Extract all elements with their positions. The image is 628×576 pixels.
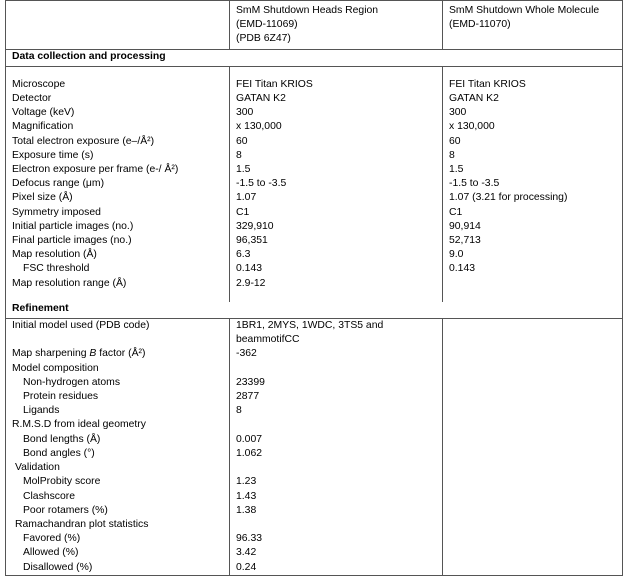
row-label: Protein residues	[6, 390, 230, 404]
initial-model-line1: 1BR1, 2MYS, 1WDC, 3TS5 and	[236, 320, 384, 332]
row-value-heads: x 130,000	[230, 120, 443, 134]
row-label: Allowed (%)	[6, 546, 230, 560]
row-value-heads: -362	[230, 347, 443, 361]
header-heads-region	[230, 1, 443, 50]
row-value-whole	[443, 347, 623, 361]
row-value-whole: 90,914	[443, 220, 623, 234]
row-value-whole: 9.0	[443, 248, 623, 262]
header-whole-title: SmM Shutdown Whole Molecule	[449, 5, 600, 16]
row-label: Disallowed (%)	[6, 561, 230, 576]
row-label: Exposure time (s)	[6, 149, 230, 163]
row-label: Electron exposure per frame (e-/ Å²)	[6, 163, 230, 177]
row-label: Detector	[6, 92, 230, 106]
table-row	[6, 277, 623, 291]
row-value-whole: 52,713	[443, 234, 623, 248]
row-label: Symmetry imposed	[6, 206, 230, 220]
row-label: Bond angles (°)	[6, 447, 230, 461]
row-label: Defocus range (μm)	[6, 177, 230, 191]
row-value-heads: 1.07	[230, 191, 443, 205]
row-label	[6, 347, 230, 361]
row-label: Final particle images (no.)	[6, 234, 230, 248]
table-row	[6, 149, 623, 163]
row-label: Ligands	[6, 404, 230, 418]
table-row	[6, 319, 623, 348]
row-label: Ramachandran plot statistics	[6, 518, 230, 532]
table-row	[6, 504, 623, 518]
row-value-heads: 300	[230, 106, 443, 120]
table-row	[6, 220, 623, 234]
row-value-heads: 2877	[230, 390, 443, 404]
row-label: Map resolution (Å)	[6, 248, 230, 262]
header-whole-molecule	[443, 1, 623, 50]
initial-model-line2: beammotifCC	[236, 334, 300, 346]
table-row	[6, 191, 623, 205]
row-label: Clashscore	[6, 490, 230, 504]
row-label: Total electron exposure (e–/Å²)	[6, 135, 230, 149]
row-value-heads: 8	[230, 404, 443, 418]
table-row	[6, 347, 623, 361]
table-row	[6, 376, 623, 390]
table-row	[6, 177, 623, 191]
row-value-heads: 1.5	[230, 163, 443, 177]
table-row	[6, 163, 623, 177]
table-row	[6, 461, 623, 475]
row-label: MolProbity score	[6, 475, 230, 489]
header-whole-emd: (EMD-11070)	[449, 19, 511, 31]
row-label: Voltage (keV)	[6, 106, 230, 120]
row-value-whole: x 130,000	[443, 120, 623, 134]
row-value-heads: 0.143	[230, 262, 443, 276]
row-label: R.M.S.D from ideal geometry	[6, 418, 230, 432]
table-row	[6, 475, 623, 489]
section-header-data-collection	[6, 49, 623, 66]
table-header-row	[6, 1, 623, 50]
row-label: FSC threshold	[6, 262, 230, 276]
row-value-heads	[230, 319, 443, 348]
spacer-row	[6, 291, 623, 302]
row-value-heads: 60	[230, 135, 443, 149]
row-value-whole	[443, 319, 623, 348]
row-value-heads: 8	[230, 149, 443, 163]
table-row	[6, 206, 623, 220]
row-label: Bond lengths (Å)	[6, 433, 230, 447]
row-label: Initial model used (PDB code)	[6, 319, 230, 348]
row-value-heads: C1	[230, 206, 443, 220]
row-value-heads: 2.9-12	[230, 277, 443, 291]
table-row	[6, 120, 623, 134]
row-label: Favored (%)	[6, 532, 230, 546]
table-row	[6, 418, 623, 432]
row-value-whole: -1.5 to -3.5	[443, 177, 623, 191]
row-value-heads: 1.38	[230, 504, 443, 518]
sharpening-suffix: factor (Å²)	[96, 348, 146, 360]
row-value-heads: 1.43	[230, 490, 443, 504]
section-title-data-collection: Data collection and processing	[6, 49, 623, 66]
row-value-whole: 60	[443, 135, 623, 149]
table-row	[6, 490, 623, 504]
table-row	[6, 135, 623, 149]
table-row	[6, 433, 623, 447]
row-label: Model composition	[6, 362, 230, 376]
row-value-whole: 1.5	[443, 163, 623, 177]
table-row	[6, 561, 623, 576]
sharpening-b: B	[89, 348, 97, 360]
data-table	[5, 0, 623, 576]
table-row	[6, 362, 623, 376]
row-value-whole: 1.07 (3.21 for processing)	[443, 191, 623, 205]
header-heads-pdb: (PDB 6Z47)	[236, 33, 291, 45]
row-label: Pixel size (Å)	[6, 191, 230, 205]
spacer-row	[6, 66, 623, 78]
row-value-heads: GATAN K2	[230, 92, 443, 106]
table-row	[6, 390, 623, 404]
row-value-heads: -1.5 to -3.5	[230, 177, 443, 191]
row-value-heads: 0.007	[230, 433, 443, 447]
table-row	[6, 532, 623, 546]
header-heads-title: SmM Shutdown Heads Region	[236, 5, 379, 16]
row-value-heads: 6.3	[230, 248, 443, 262]
table-row	[6, 404, 623, 418]
row-label: Magnification	[6, 120, 230, 134]
table-row	[6, 447, 623, 461]
row-value-heads: 23399	[230, 376, 443, 390]
row-value-heads: 329,910	[230, 220, 443, 234]
table-row	[6, 518, 623, 532]
row-value-whole: C1	[443, 206, 623, 220]
table-row	[6, 262, 623, 276]
table-row	[6, 92, 623, 106]
row-label: Poor rotamers (%)	[6, 504, 230, 518]
row-value-heads: 96,351	[230, 234, 443, 248]
row-value-heads: 1.062	[230, 447, 443, 461]
row-label: Non-hydrogen atoms	[6, 376, 230, 390]
row-value-heads: 1.23	[230, 475, 443, 489]
row-value-whole: FEI Titan KRIOS	[443, 78, 623, 92]
table-row	[6, 248, 623, 262]
row-value-whole: 8	[443, 149, 623, 163]
row-value-whole	[443, 277, 623, 291]
header-empty-cell	[6, 1, 230, 50]
header-heads-emd: (EMD-11069)	[236, 19, 298, 31]
table-row	[6, 234, 623, 248]
row-label: Initial particle images (no.)	[6, 220, 230, 234]
row-value-whole: 0.143	[443, 262, 623, 276]
row-value-heads: 0.24	[230, 561, 443, 576]
row-value-heads: 3.42	[230, 546, 443, 560]
table-row	[6, 78, 623, 92]
row-label: Map resolution range (Å)	[6, 277, 230, 291]
row-value-heads: 96.33	[230, 532, 443, 546]
table-row	[6, 546, 623, 560]
row-value-whole: GATAN K2	[443, 92, 623, 106]
row-label: Validation	[6, 461, 230, 475]
sharpening-prefix: Map sharpening	[12, 348, 90, 360]
table-row	[6, 106, 623, 120]
section-header-refinement	[6, 302, 623, 319]
row-label: Microscope	[6, 78, 230, 92]
row-value-heads: FEI Titan KRIOS	[230, 78, 443, 92]
row-value-whole: 300	[443, 106, 623, 120]
section-title-refinement: Refinement	[6, 302, 623, 319]
